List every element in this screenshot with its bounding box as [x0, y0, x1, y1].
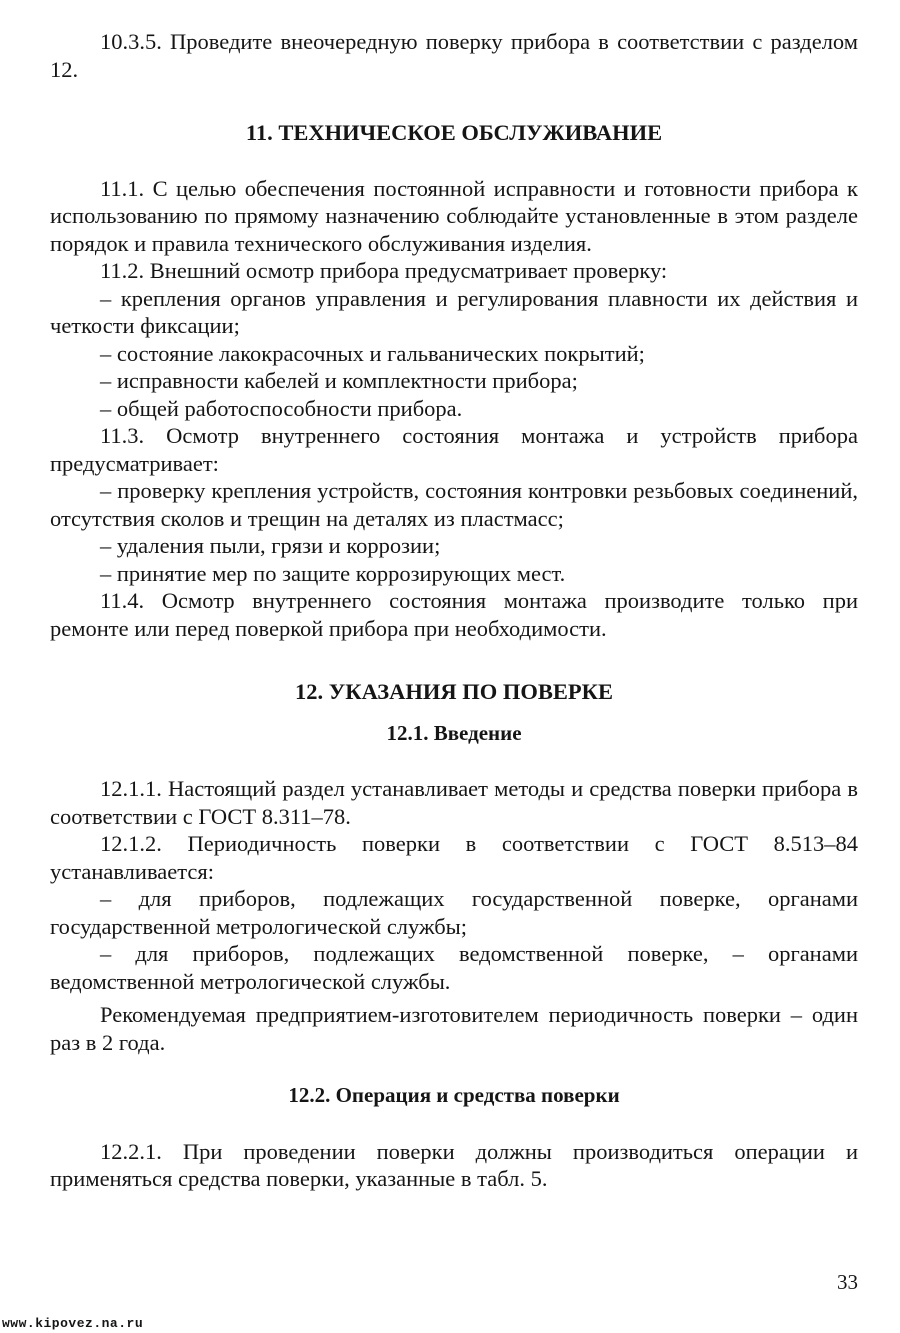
- paragraph-12-2-1: 12.2.1. При проведении поверки должны производиться операции и применяться средства поверки, указанные в табл. 5.: [50, 1138, 858, 1191]
- paragraph-11-4: 11.4. Осмотр внутреннего состояния монтажа производите только при ремонте или перед поверкой прибора при необходимости.: [50, 588, 858, 641]
- list-item: – удаления пыли, грязи и коррозии;: [100, 533, 441, 558]
- subsection-12-2-heading: 12.2. Операция и средства поверки: [288, 1083, 620, 1107]
- website-watermark: www.kipovez.na.ru: [2, 1316, 144, 1331]
- section-11-heading: 11. ТЕХНИЧЕСКОЕ ОБСЛУЖИВАНИЕ: [245, 120, 663, 145]
- list-item: – крепления органов управления и регулирования плавности их действия и четкости фиксации;: [50, 285, 858, 338]
- list-item: – принятие мер по защите коррозирующих мест.: [100, 560, 566, 586]
- paragraph-11-2: 11.2. Внешний осмотр прибора предусматривает проверку:: [100, 258, 668, 283]
- paragraph-10-3-5: 10.3.5. Проведите внеочередную поверку прибора в соответствии с разделом 12.: [50, 29, 858, 82]
- subsection-12-1-heading: 12.1. Введение: [386, 720, 522, 745]
- page-number: 33: [837, 1270, 858, 1294]
- list-item: – общей работоспособности прибора.: [100, 395, 463, 421]
- document-page: [50, 28, 858, 1193]
- paragraph-12-1-2: 12.1.2. Периодичность поверки в соответствии с ГОСТ 8.513–84 устанавливается:: [50, 831, 858, 884]
- section-12-heading: 12. УКАЗАНИЯ ПО ПОВЕРКЕ: [295, 679, 613, 704]
- paragraph-12-1-1: 12.1.1. Настоящий раздел устанавливает методы и средства поверки прибора в соответствии с ГОСТ 8.311–78.: [50, 776, 858, 829]
- list-item: – проверку крепления устройств, состояния контровки резьбовых соединений, отсутствия сколов и трещин на деталях из пластмасс;: [50, 478, 858, 531]
- list-item: – состояние лакокрасочных и гальванических покрытий;: [100, 340, 645, 366]
- paragraph-11-3: 11.3. Осмотр внутреннего состояния монтажа и устройств прибора предусматривает:: [50, 423, 858, 476]
- list-item: – для приборов, подлежащих государственной поверке, органами государственной метрологической службы;: [50, 886, 858, 939]
- list-item: – для приборов, подлежащих ведомственной поверке, – органами ведомственной метрологической службы.: [50, 941, 858, 994]
- paragraph-recommended-period: Рекомендуемая предприятием-изготовителем периодичность поверки – один раз в 2 года.: [50, 1002, 858, 1055]
- paragraph-11-1: 11.1. С целью обеспечения постоянной исправности и готовности прибора к использованию по прямому назначению соблюдайте установленные в этом разделе порядок и правила технического обслуживания изделия.: [50, 175, 858, 256]
- list-item: – исправности кабелей и комплектности прибора;: [100, 368, 578, 393]
